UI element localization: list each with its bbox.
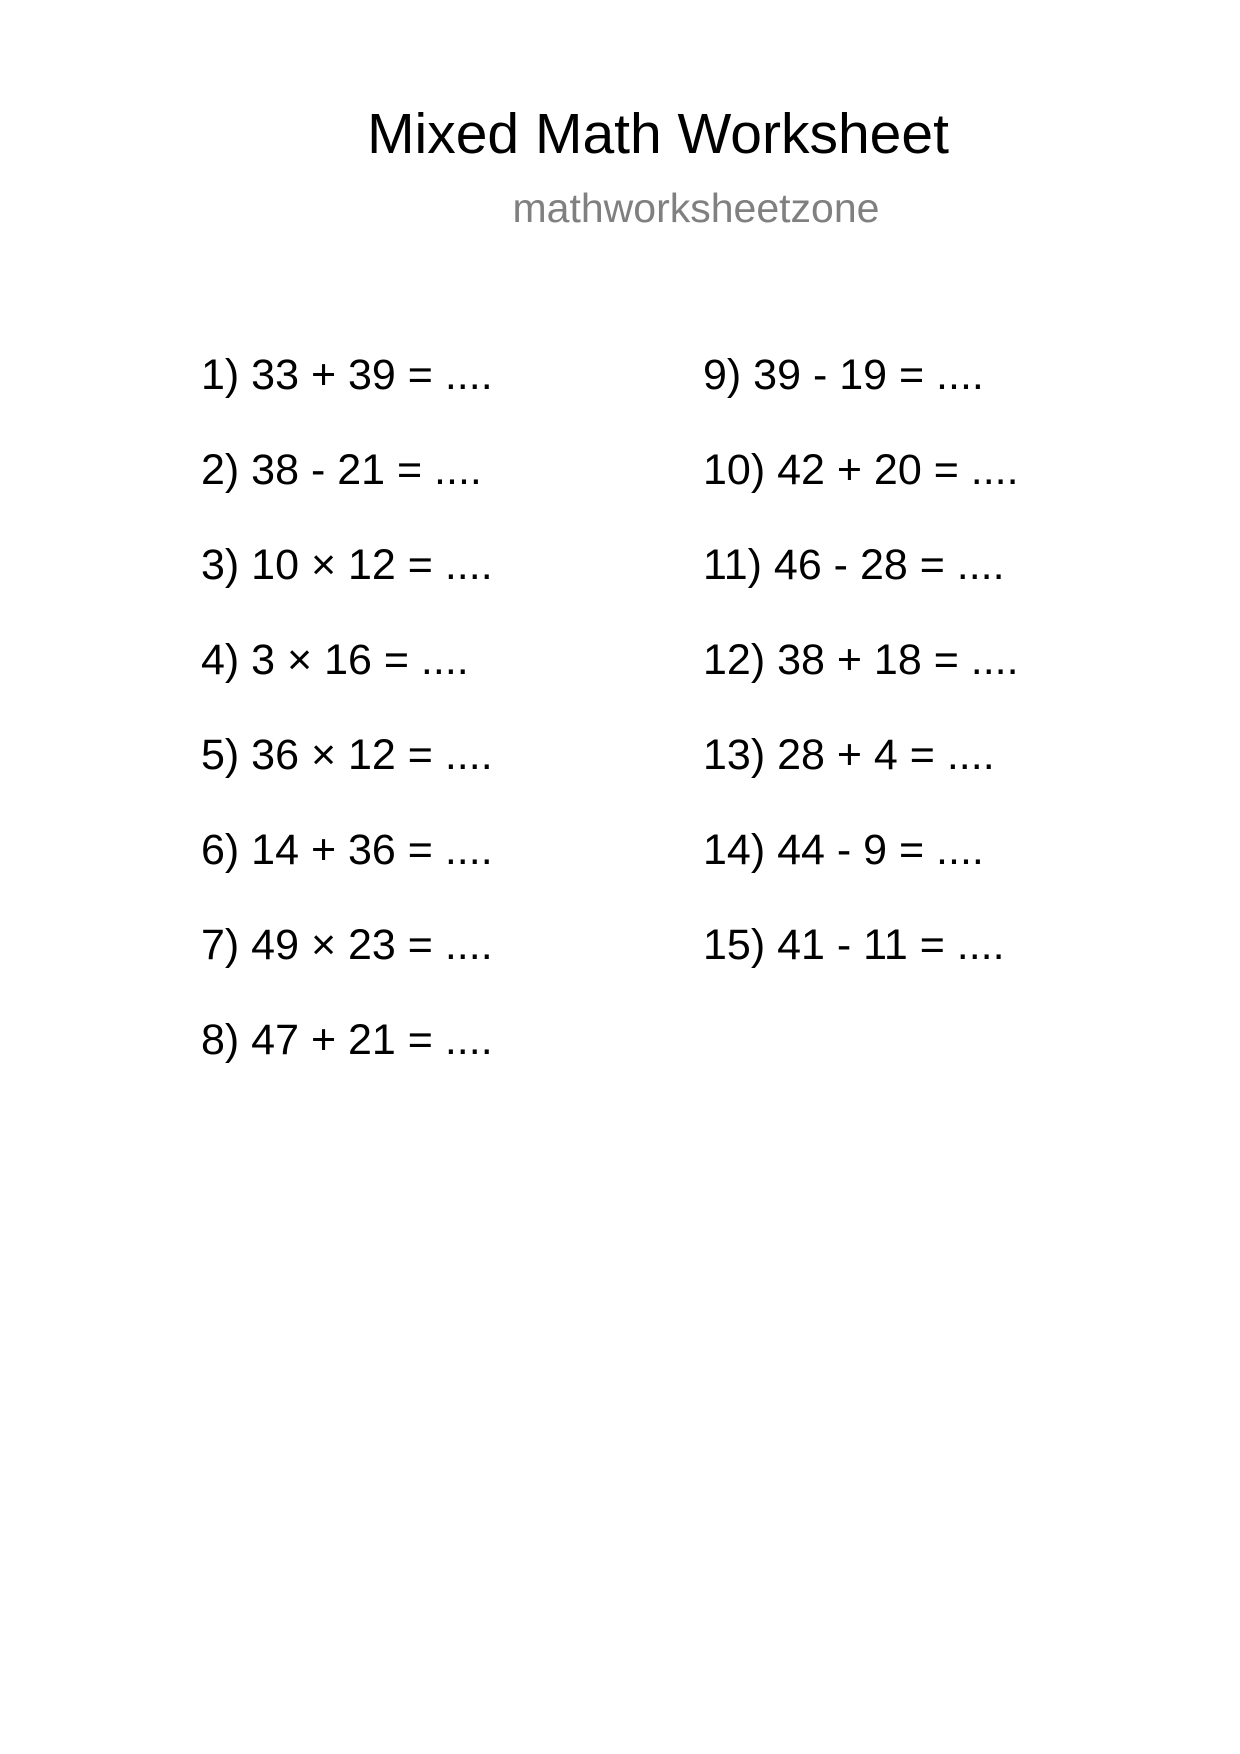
worksheet-title: Mixed Math Worksheet [367,102,949,166]
problems-column-left [201,349,493,1109]
math-problem: 2) 38 - 21 = .... [201,446,482,494]
math-problem: 12) 38 + 18 = .... [703,636,1019,684]
math-problem: 5) 36 × 12 = .... [201,731,493,779]
math-problem: 11) 46 - 28 = .... [703,541,1005,589]
math-problem: 1) 33 + 39 = .... [201,351,493,399]
math-problem: 14) 44 - 9 = .... [703,826,984,874]
math-problem: 3) 10 × 12 = .... [201,541,493,589]
math-problem: 6) 14 + 36 = .... [201,826,493,874]
math-problem: 15) 41 - 11 = .... [703,921,1005,969]
math-problem: 8) 47 + 21 = .... [201,1016,493,1064]
math-problem: 7) 49 × 23 = .... [201,921,493,969]
math-problem: 9) 39 - 19 = .... [703,351,984,399]
worksheet-subtitle: mathworksheetzone [512,185,880,231]
math-problem: 4) 3 × 16 = .... [201,636,469,684]
math-problem: 13) 28 + 4 = .... [703,731,995,779]
math-problem: 10) 42 + 20 = .... [703,446,1019,494]
problems-column-right [703,349,1019,1014]
